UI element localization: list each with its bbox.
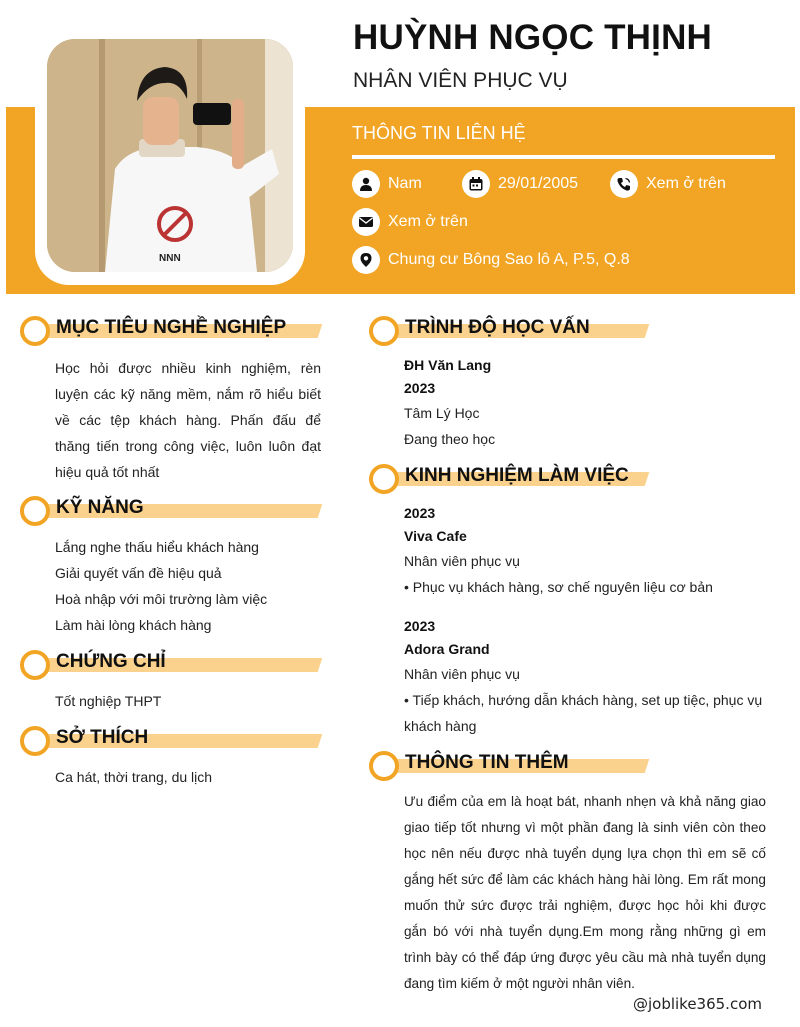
section-extra-info [369,749,651,781]
job-company: Viva Cafe [404,528,467,544]
phone-value: Xem ở trên [646,175,726,192]
certificate-item: Tốt nghiệp THPT [55,693,162,709]
job-company: Adora Grand [404,641,490,657]
job-year: 2023 [404,505,436,521]
section-hobbies [20,724,325,756]
section-objective [20,314,325,346]
envelope-icon [352,208,380,236]
skill-item: Lắng nghe thấu hiểu khách hàng [55,539,259,555]
shirt-print: NNN [159,253,181,264]
section-certificates [20,648,325,680]
skill-item: Giải quyết vấn đề hiệu quả [55,565,222,581]
contact-title: THÔNG TIN LIÊN HỆ [352,123,526,143]
phone-icon [610,170,638,198]
section-ring-icon [369,316,399,346]
profile-photo-frame [35,27,305,285]
candidate-name: HUỲNH NGỌC THỊNH [353,18,713,57]
contact-address [352,246,630,274]
section-title: KỸ NĂNG [56,497,144,518]
job-description: • Phục vụ khách hàng, sơ chế nguyên liệu cơ bản [404,579,713,595]
profile-photo [47,39,293,272]
contact-gender [352,170,422,198]
section-education [369,314,651,346]
job-position: Nhân viên phục vụ [404,666,520,682]
job-description: • Tiếp khách, hướng dẫn khách hàng, set up tiệc, phục vụ khách hàng [404,692,763,734]
section-title: CHỨNG CHỈ [56,651,166,672]
education-year: 2023 [404,380,436,396]
education-school: ĐH Văn Lang [404,357,492,373]
section-ring-icon [369,751,399,781]
education-major: Tâm Lý Học [404,405,480,421]
watermark-text: @joblike365.com [632,995,762,1013]
section-title: THÔNG TIN THÊM [405,752,569,773]
user-icon [352,170,380,198]
address-value: Chung cư Bông Sao lô A, P.5, Q.8 [388,251,630,268]
section-ring-icon [20,726,50,756]
job-year: 2023 [404,618,436,634]
contact-divider [352,155,775,159]
birthday-value: 29/01/2005 [498,175,579,192]
calendar-icon [462,170,490,198]
job-position: Nhân viên phục vụ [404,553,520,569]
skill-item: Hoà nhập với môi trường làm việc [55,591,268,607]
contact-phone [610,170,726,198]
section-skills [20,494,325,526]
skill-item: Làm hài lòng khách hàng [55,617,212,633]
section-experience [369,462,651,494]
section-title: MỤC TIÊU NGHỀ NGHIỆP [56,317,287,338]
section-title: SỞ THÍCH [56,727,149,748]
extra-info-text: Ưu điểm của em là hoạt bát, nhanh nhẹn và khả năng giao giao tiếp tốt nhưng vì một phần đang là sinh viên còn theo học nên nếu được nhà tuyển dụng lựa chọn thì em sẽ cố gắng hết sức để làm các khách hàng hài lòng. Em rất mong muốn thử sức được trải nghiệm, được học hỏi khi được gắn bó với nhà tuyển dụng.Em mong rằng những gì em trình bày có thể đáp ứng được yêu cầu mà nhà tuyển dụng đang tìm kiếm ở một người nhân viên. [404,794,766,991]
gender-value: Nam [388,175,422,192]
email-value: Xem ở trên [388,213,468,230]
candidate-role: NHÂN VIÊN PHỤC VỤ [353,69,568,92]
objective-text: Học hỏi được nhiều kinh nghiệm, rèn luyện các kỹ năng mềm, nắm rõ hiểu biết về các tệp khách hàng. Phấn đấu để thăng tiến trong công việc, luôn luôn đạt hiệu quả tốt nhất [55,360,321,480]
section-title: TRÌNH ĐỘ HỌC VẤN [405,317,590,338]
contact-birthday [462,170,578,198]
section-ring-icon [20,316,50,346]
education-status: Đang theo học [404,431,496,447]
location-pin-icon [352,246,380,274]
section-ring-icon [369,464,399,494]
contact-email [352,208,468,236]
section-ring-icon [20,496,50,526]
hobbies-text: Ca hát, thời trang, du lịch [55,769,213,785]
section-ring-icon [20,650,50,680]
section-title: KINH NGHIỆM LÀM VIỆC [405,465,629,486]
